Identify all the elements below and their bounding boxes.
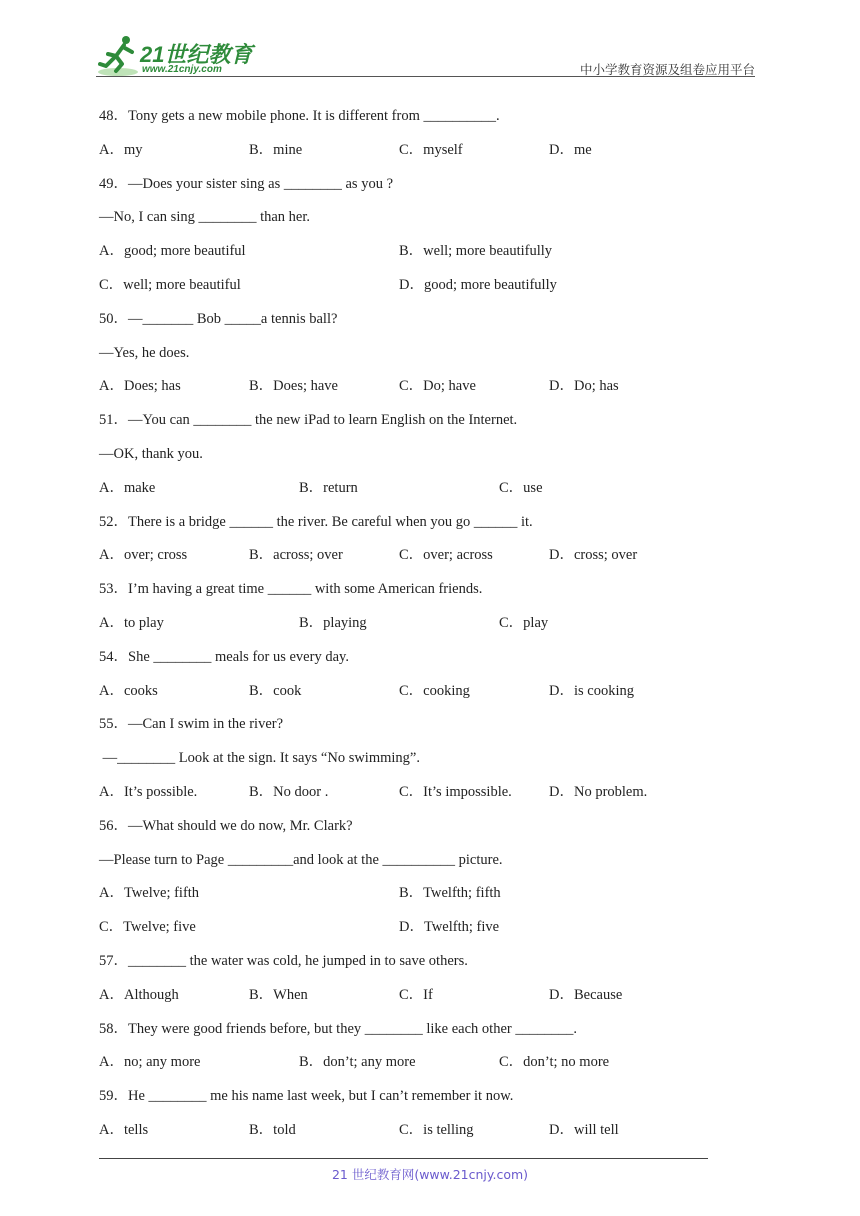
answer-option: B．don’t; any more [299, 1054, 416, 1071]
answer-option: D．Because [549, 986, 623, 1003]
answer-option: D．Do; has [549, 378, 619, 395]
answer-option: A．good; more beautiful [99, 243, 246, 260]
question-stem: 50．—_______ Bob _____a tennis ball? [99, 310, 338, 327]
question-stem: 48．Tony gets a new mobile phone. It is different from __________. [99, 108, 500, 124]
answer-option: D．is cooking [549, 682, 634, 699]
answer-option: A．my [99, 141, 143, 158]
options-row [99, 472, 759, 506]
header-platform-name: 中小学教育资源及组卷应用平台 [579, 62, 755, 77]
answer-option: D．good; more beautifully [399, 276, 557, 293]
options-row [99, 911, 759, 945]
answer-option: C．It’s impossible. [399, 783, 512, 800]
question-stem: 51．—You can ________ the new iPad to learn English on the Internet. [99, 412, 518, 429]
answer-option: B．mine [249, 141, 303, 158]
answer-option: B．told [249, 1121, 296, 1138]
question-stem: 54．She ________ meals for us every day. [99, 648, 349, 665]
answer-option: B．Does; have [249, 378, 338, 395]
answer-option: D．will tell [549, 1121, 619, 1138]
answer-option: C．is telling [399, 1121, 474, 1138]
question-dialogue-line: —OK, thank you. [99, 445, 203, 462]
options-row [99, 776, 759, 810]
logo-url: www.21cnjy.com [142, 64, 222, 75]
answer-option: A．Twelve; fifth [99, 885, 200, 902]
answer-option: B．across; over [249, 547, 343, 564]
answer-option: B．When [249, 986, 308, 1003]
answer-option: A．Does; has [99, 378, 181, 395]
answer-option: A．no; any more [99, 1054, 201, 1071]
answer-option: A．Although [99, 986, 179, 1003]
answer-option: B．Twelfth; fifth [399, 885, 501, 902]
footer-text: 21 世纪教育网(www.21cnjy.com) [331, 1167, 529, 1182]
answer-option: D．Twelfth; five [399, 919, 500, 936]
answer-option: C．myself [399, 141, 463, 158]
options-row [99, 675, 759, 709]
question-stem: 49．—Does your sister sing as ________ as you ? [99, 175, 394, 192]
answer-option: C．over; across [399, 547, 493, 564]
question-dialogue-line: —No, I can sing ________ than her. [99, 209, 311, 226]
answer-option: C．don’t; no more [499, 1054, 610, 1071]
options-row [99, 134, 759, 168]
answer-option: A．cooks [99, 682, 158, 699]
options-row [99, 1114, 759, 1148]
options-row [99, 370, 759, 404]
question-stem: 58．They were good friends before, but they ________ like each other ________. [99, 1020, 577, 1037]
question-stem: 59．He ________ me his name last week, but I can’t remember it now. [99, 1088, 514, 1105]
answer-option: D．No problem. [549, 783, 648, 800]
answer-option: A．It’s possible. [99, 783, 198, 800]
answer-option: C．cooking [399, 682, 470, 699]
runner-logo-icon [96, 34, 142, 78]
page-header [0, 0, 860, 80]
footer-divider [99, 1158, 708, 1159]
answer-option: B．cook [249, 682, 302, 699]
answer-option: C．well; more beautiful [99, 276, 241, 293]
options-row [99, 235, 759, 269]
options-row [99, 979, 759, 1013]
options-row [99, 269, 759, 303]
answer-option: C．use [499, 479, 543, 496]
options-row [99, 539, 759, 573]
options-row [99, 877, 759, 911]
question-stem: 56．—What should we do now, Mr. Clark? [99, 817, 353, 834]
question-dialogue-line: —________ Look at the sign. It says “No swimming”. [99, 750, 420, 767]
answer-option: A．tells [99, 1121, 149, 1138]
answer-option: B．No door . [249, 783, 329, 800]
answer-option: A．to play [99, 614, 164, 631]
logo-text: 21世纪教育 [140, 42, 253, 67]
answer-option: A．over; cross [99, 547, 188, 564]
answer-option: C．Do; have [399, 378, 476, 395]
answer-option: B．return [299, 479, 358, 496]
answer-option: C．play [499, 614, 549, 631]
answer-option: B．well; more beautifully [399, 243, 553, 260]
header-divider [96, 76, 755, 77]
answer-option: A．make [99, 479, 156, 496]
answer-option: C．If [399, 986, 433, 1003]
site-logo [96, 34, 266, 78]
question-list [99, 100, 759, 1148]
options-row [99, 1046, 759, 1080]
question-dialogue-line: —Please turn to Page _________and look at the __________ picture. [99, 851, 503, 868]
question-dialogue-line: —Yes, he does. [99, 344, 190, 361]
question-stem: 52．There is a bridge ______ the river. Be careful when you go ______ it. [99, 513, 533, 530]
question-stem: 53．I’m having a great time ______ with some American friends. [99, 581, 483, 598]
answer-option: B．playing [299, 614, 367, 631]
question-stem: 57．________ the water was cold, he jumped in to save others. [99, 952, 468, 969]
answer-option: C．Twelve; five [99, 919, 196, 936]
answer-option: D．me [549, 141, 592, 158]
options-row [99, 607, 759, 641]
question-stem: 55．—Can I swim in the river? [99, 716, 284, 733]
answer-option: D．cross; over [549, 547, 638, 564]
